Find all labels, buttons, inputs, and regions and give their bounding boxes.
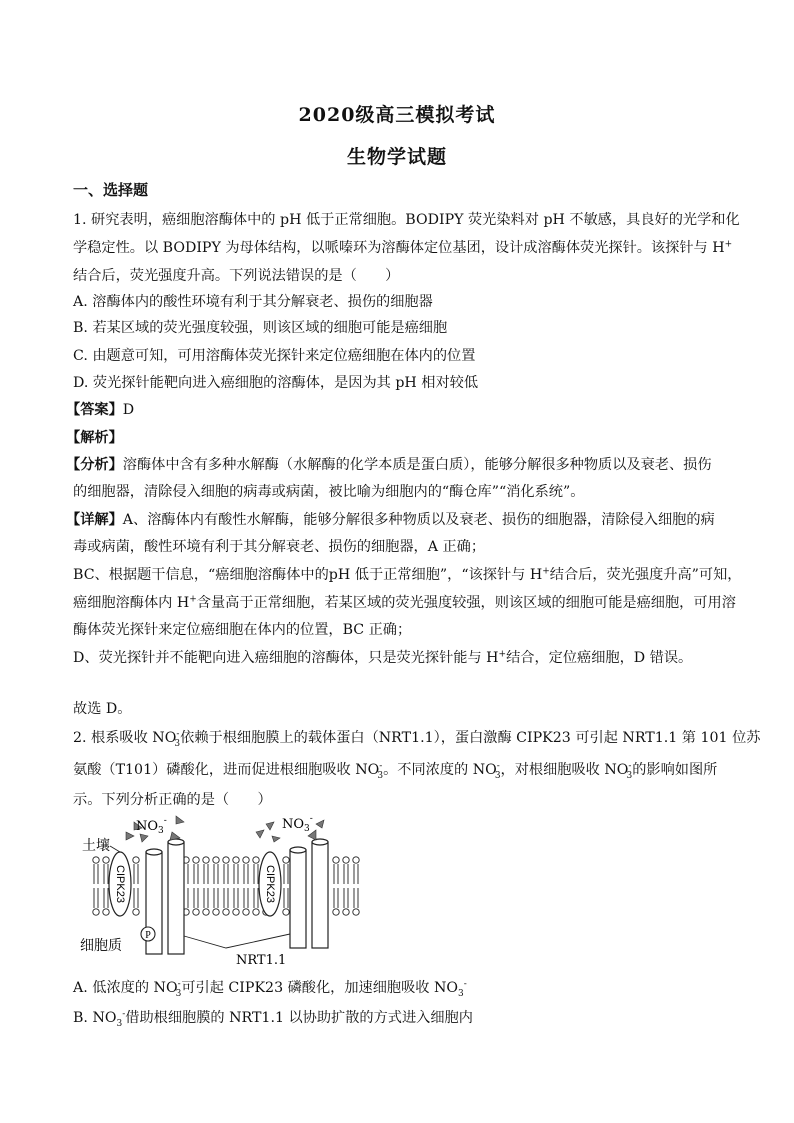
answer-value: D xyxy=(122,402,135,418)
q1-xiangjie-line-1 xyxy=(66,510,715,530)
superscript: - xyxy=(628,761,632,772)
q1-stem-line-1: 1. 研究表明，癌细胞溶酶体中的 pH 低于正常细胞。BODIPY 荧光染料对 pH 不敏感，具良好的光学和化 xyxy=(73,212,740,228)
nitrate-text: NO xyxy=(282,817,305,832)
q2-option-text: B. NO xyxy=(73,1010,117,1026)
q1-analysis-label: 【解析】 xyxy=(66,430,123,446)
xiangjie-label: 【详解】 xyxy=(66,512,123,528)
superscript: + xyxy=(724,239,733,250)
q2-stem-line-2 xyxy=(73,760,717,780)
subscript: 3 xyxy=(158,826,164,836)
superscript: - xyxy=(463,979,467,990)
cipk23-protein-right xyxy=(259,852,281,916)
fenxi-label: 【分析】 xyxy=(66,457,123,473)
superscript: + xyxy=(189,594,197,605)
q1-xiangjie-line-6 xyxy=(73,648,692,668)
q1-xiangjie-line-5: 酶体荧光探针来定位癌细胞在体内的位置，BC 正确； xyxy=(73,622,412,638)
xiangjie-text-3b: 结合后，荧光强度升高”可知， xyxy=(549,567,742,583)
cipk23-protein xyxy=(109,852,131,916)
q1-fenxi-line-2: 的细胞器，清除侵入细胞的病毒或病菌，被比喻为细胞内的“酶仓库”“消化系统”。 xyxy=(73,484,585,500)
q2-text: ，对根细胞吸收 NO xyxy=(500,762,629,778)
nitrate-label-right xyxy=(282,814,313,834)
q2-option-text: A. 低浓度的 NO xyxy=(73,980,178,996)
xiangjie-text-4b: 含量高于正常细胞，若某区域的荧光强度较强，则该区域的细胞可能是癌细胞，可用溶 xyxy=(196,595,736,611)
subscript: 3 xyxy=(494,770,501,781)
cipk23-label: CIPK23 xyxy=(264,865,277,903)
superscript: - xyxy=(163,816,167,826)
nrt-pointer-lines xyxy=(184,934,290,948)
q1-xiangjie-line-2: 毒或病菌，酸性环境有利于其分解衰老、损伤的细胞器，A 正确； xyxy=(73,539,486,555)
subscript: 3 xyxy=(377,770,384,781)
q1-stem-line-3: 结合后，荧光强度升高。下列说法错误的是（ ） xyxy=(73,268,400,284)
xiangjie-text-6a: D、荧光探针并不能靶向进入癌细胞的溶酶体，只是荧光探针能与 H xyxy=(73,650,499,666)
superscript: - xyxy=(176,729,180,740)
q1-stem-line-2 xyxy=(73,238,732,258)
q2-option-a xyxy=(73,978,467,998)
nrt-label: NRT1.1 xyxy=(236,953,287,968)
q1-option-d: D. 荧光探针能靶向进入癌细胞的溶酶体，是因为其 pH 相对较低 xyxy=(73,375,479,391)
superscript: - xyxy=(496,761,500,772)
q2-text: 氨酸（T101）磷酸化，进而促进根细胞吸收 NO xyxy=(73,762,380,778)
superscript: + xyxy=(542,566,550,577)
q2-text: 依赖于根细胞膜上的载体蛋白（NRT1.1），蛋白激酶 CIPK23 可引起 NRT1.1 第 101 位苏 xyxy=(180,730,761,746)
superscript: - xyxy=(177,979,181,990)
subscript: 3 xyxy=(626,770,633,781)
superscript: - xyxy=(309,814,313,824)
soil-label: 土壤 xyxy=(82,838,110,854)
nitrate-label-left xyxy=(136,816,167,836)
cytoplasm-label: 细胞质 xyxy=(80,938,122,954)
q1-fenxi-line-1 xyxy=(66,455,712,475)
q2-text: 2. 根系吸收 NO xyxy=(73,730,177,746)
nitrate-text: NO xyxy=(136,819,159,834)
xiangjie-text-1: A、溶酶体内有酸性水解酶，能够分解很多种物质以及衰老、损伤的细胞器，清除侵入细胞的病 xyxy=(122,512,715,528)
subscript: 3 xyxy=(304,824,310,834)
superscript: - xyxy=(122,1009,126,1020)
q1-answer xyxy=(66,400,134,420)
phosphate-icon xyxy=(141,927,155,941)
subscript: 3 xyxy=(116,1018,123,1029)
section-heading: 一、选择题 xyxy=(73,181,149,199)
q2-text: 。不同浓度的 NO xyxy=(383,762,497,778)
xiangjie-text-6b: 结合，定位癌细胞，D 错误。 xyxy=(506,650,693,666)
phosphate-label: P xyxy=(145,930,151,941)
q1-conclusion: 故选 D。 xyxy=(73,701,132,717)
membrane-diagram xyxy=(76,812,376,972)
superscript: - xyxy=(379,761,383,772)
q1-option-b: B. 若某区域的荧光强度较强，则该区域的细胞可能是癌细胞 xyxy=(73,320,448,336)
q1-xiangjie-line-3 xyxy=(73,565,741,585)
q2-text: 的影响如图所 xyxy=(632,762,718,778)
page-subtitle: 生物学试题 xyxy=(346,146,447,168)
page-title: 2020级高三模拟考试 xyxy=(298,104,496,126)
arrow-icon xyxy=(110,846,120,852)
q2-option-text: 借助根细胞膜的 NRT1.1 以协助扩散的方式进入细胞内 xyxy=(125,1010,473,1026)
q1-option-c: C. 由题意可知，可用溶酶体荧光探针来定位癌细胞在体内的位置 xyxy=(73,348,476,364)
q2-option-b xyxy=(73,1008,473,1028)
xiangjie-text-4a: 癌细胞溶酶体内 H xyxy=(73,595,190,611)
q2-stem-line-3: 示。下列分析正确的是（ ） xyxy=(73,792,272,808)
q1-option-a: A. 溶酶体内的酸性环境有利于其分解衰老、损伤的细胞器 xyxy=(73,294,433,310)
subscript: 3 xyxy=(174,738,181,749)
cipk23-label: CIPK23 xyxy=(114,865,127,903)
q2-stem-line-1 xyxy=(73,728,760,748)
xiangjie-text-3a: BC、根据题干信息，“癌细胞溶酶体中的pH 低于正常细胞”，“该探针与 H xyxy=(73,567,543,583)
fenxi-text-1: 溶酶体中含有多种水解酶（水解酶的化学本质是蛋白质），能够分解很多种物质以及衰老、损伤 xyxy=(122,457,712,473)
answer-label: 【答案】 xyxy=(66,402,123,418)
subscript: 3 xyxy=(458,988,464,999)
q2-option-text: 可引起 CIPK23 磷酸化，加速细胞吸收 NO xyxy=(181,980,459,996)
q1-stem-line-2-text: 学稳定性。以 BODIPY 为母体结构，以哌嗪环为溶酶体定位基团，设计成溶酶体荧光探针。该探针与 H xyxy=(73,240,725,256)
superscript: + xyxy=(498,649,507,660)
subscript: 3 xyxy=(175,988,182,999)
q1-xiangjie-line-4 xyxy=(73,593,736,613)
nrt-transporter-right xyxy=(290,839,328,948)
